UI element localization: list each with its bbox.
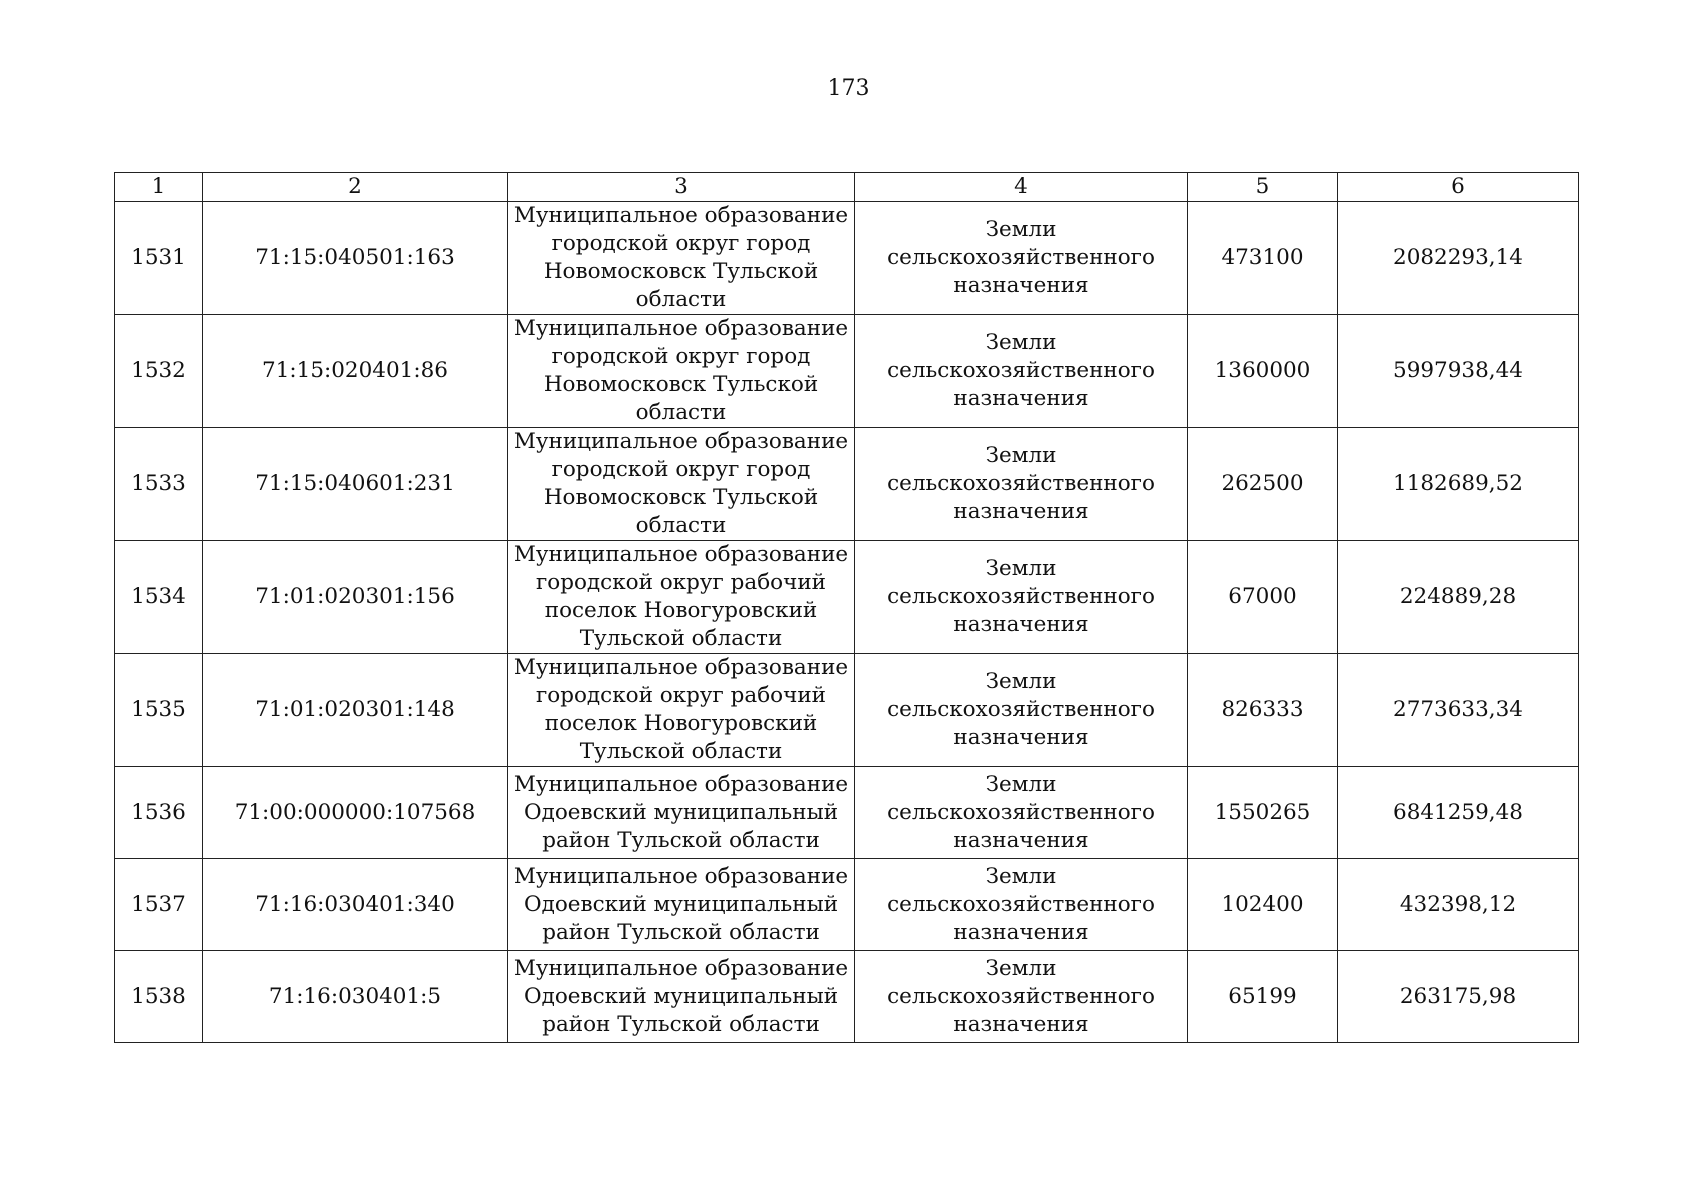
land-category-cell bbox=[855, 654, 1188, 767]
header-col-1: 1 bbox=[115, 173, 203, 202]
cadastral-number-cell: 71:15:020401:86 bbox=[203, 315, 508, 428]
value-cell: 6841259,48 bbox=[1338, 767, 1579, 859]
owner-cell-line: городской округ город bbox=[551, 457, 811, 482]
owner-cell-line: Муниципальное образование bbox=[513, 863, 849, 889]
row-number-cell: 1533 bbox=[115, 428, 203, 541]
land-category-cell bbox=[855, 951, 1188, 1043]
value-cell: 1182689,52 bbox=[1338, 428, 1579, 541]
table-header bbox=[115, 173, 1579, 202]
land-category-cell-line: назначения bbox=[953, 827, 1089, 853]
area-cell: 826333 bbox=[1188, 654, 1338, 767]
owner-cell-line: Новомосковск Тульской bbox=[543, 259, 819, 284]
table-row bbox=[115, 951, 1579, 1043]
land-category-cell-line: назначения bbox=[953, 273, 1089, 298]
land-category-cell-line: Земли bbox=[985, 330, 1057, 355]
owner-cell-line: городской округ город bbox=[551, 231, 811, 256]
land-category-cell bbox=[855, 541, 1188, 654]
table-row bbox=[115, 654, 1579, 767]
page-number: 173 bbox=[827, 76, 870, 101]
table-row bbox=[115, 202, 1579, 315]
land-category-cell-line: назначения bbox=[953, 386, 1089, 411]
land-category-cell-line: сельскохозяйственного bbox=[887, 584, 1155, 609]
header-col-6: 6 bbox=[1338, 173, 1579, 202]
owner-cell-line: области bbox=[635, 513, 727, 538]
value-cell: 5997938,44 bbox=[1338, 315, 1579, 428]
owner-cell-line: области bbox=[635, 400, 727, 425]
owner-cell-line: области bbox=[635, 287, 727, 312]
cadastral-number-cell: 71:01:020301:148 bbox=[203, 654, 508, 767]
area-cell: 65199 bbox=[1188, 951, 1338, 1043]
row-number-cell: 1534 bbox=[115, 541, 203, 654]
land-category-cell-line: сельскохозяйственного bbox=[887, 697, 1155, 722]
value-cell: 2082293,14 bbox=[1338, 202, 1579, 315]
owner-cell bbox=[508, 202, 855, 315]
row-number-cell: 1531 bbox=[115, 202, 203, 315]
owner-cell-line: Муниципальное образование bbox=[513, 542, 849, 567]
land-category-cell-line: сельскохозяйственного bbox=[887, 799, 1155, 825]
owner-cell-line: район Тульской области bbox=[542, 827, 820, 853]
cadastral-number-cell: 71:16:030401:340 bbox=[203, 859, 508, 951]
row-number-cell: 1538 bbox=[115, 951, 203, 1043]
area-cell: 262500 bbox=[1188, 428, 1338, 541]
owner-cell-line: Муниципальное образование bbox=[513, 203, 849, 228]
land-category-cell-line: сельскохозяйственного bbox=[887, 245, 1155, 270]
owner-cell-line: Муниципальное образование bbox=[513, 771, 849, 797]
owner-cell-line: Новомосковск Тульской bbox=[543, 372, 819, 397]
area-cell: 67000 bbox=[1188, 541, 1338, 654]
owner-cell bbox=[508, 654, 855, 767]
row-number-cell: 1536 bbox=[115, 767, 203, 859]
owner-cell bbox=[508, 951, 855, 1043]
land-registry-table bbox=[114, 172, 1579, 1043]
table-row bbox=[115, 541, 1579, 654]
row-number-cell: 1535 bbox=[115, 654, 203, 767]
table-row bbox=[115, 767, 1579, 859]
land-category-cell bbox=[855, 767, 1188, 859]
owner-cell bbox=[508, 428, 855, 541]
land-category-cell-line: Земли bbox=[985, 217, 1057, 242]
area-cell: 473100 bbox=[1188, 202, 1338, 315]
land-category-cell-line: назначения bbox=[953, 725, 1089, 750]
header-col-5: 5 bbox=[1188, 173, 1338, 202]
owner-cell bbox=[508, 541, 855, 654]
table-body bbox=[115, 202, 1579, 1043]
land-category-cell-line: сельскохозяйственного bbox=[887, 358, 1155, 383]
land-category-cell-line: назначения bbox=[953, 612, 1089, 637]
land-category-cell-line: назначения bbox=[953, 499, 1089, 524]
owner-cell-line: Муниципальное образование bbox=[513, 316, 849, 341]
owner-cell-line: район Тульской области bbox=[542, 919, 820, 945]
land-category-cell-line: Земли bbox=[985, 556, 1057, 581]
owner-cell-line: Одоевский муниципальный bbox=[523, 799, 839, 825]
cadastral-number-cell: 71:15:040601:231 bbox=[203, 428, 508, 541]
table-row bbox=[115, 859, 1579, 951]
owner-cell bbox=[508, 315, 855, 428]
header-col-2: 2 bbox=[203, 173, 508, 202]
land-category-cell-line: назначения bbox=[953, 1011, 1089, 1037]
land-category-cell-line: сельскохозяйственного bbox=[887, 471, 1155, 496]
owner-cell bbox=[508, 767, 855, 859]
owner-cell-line: городской округ город bbox=[551, 344, 811, 369]
value-cell: 2773633,34 bbox=[1338, 654, 1579, 767]
owner-cell-line: район Тульской области bbox=[542, 1011, 820, 1037]
land-category-cell-line: сельскохозяйственного bbox=[887, 983, 1155, 1009]
cadastral-number-cell: 71:16:030401:5 bbox=[203, 951, 508, 1043]
owner-cell-line: городской округ рабочий bbox=[536, 683, 826, 708]
owner-cell-line: Тульской области bbox=[579, 739, 783, 764]
land-category-cell bbox=[855, 315, 1188, 428]
area-cell: 102400 bbox=[1188, 859, 1338, 951]
header-col-4: 4 bbox=[855, 173, 1188, 202]
owner-cell-line: Одоевский муниципальный bbox=[523, 891, 839, 917]
land-category-cell-line: сельскохозяйственного bbox=[887, 891, 1155, 917]
owner-cell-line: Новомосковск Тульской bbox=[543, 485, 819, 510]
owner-cell-line: Тульской области bbox=[579, 626, 783, 651]
owner-cell bbox=[508, 859, 855, 951]
land-category-cell-line: Земли bbox=[985, 955, 1057, 981]
cadastral-number-cell: 71:01:020301:156 bbox=[203, 541, 508, 654]
value-cell: 263175,98 bbox=[1338, 951, 1579, 1043]
owner-cell-line: поселок Новогуровский bbox=[544, 598, 818, 623]
table-row bbox=[115, 315, 1579, 428]
area-cell: 1550265 bbox=[1188, 767, 1338, 859]
owner-cell-line: Одоевский муниципальный bbox=[523, 983, 839, 1009]
owner-cell-line: Муниципальное образование bbox=[513, 955, 849, 981]
area-cell: 1360000 bbox=[1188, 315, 1338, 428]
header-col-3: 3 bbox=[508, 173, 855, 202]
land-category-cell-line: назначения bbox=[953, 919, 1089, 945]
land-category-cell-line: Земли bbox=[985, 863, 1057, 889]
land-category-cell bbox=[855, 202, 1188, 315]
value-cell: 224889,28 bbox=[1338, 541, 1579, 654]
cadastral-number-cell: 71:15:040501:163 bbox=[203, 202, 508, 315]
land-category-cell-line: Земли bbox=[985, 669, 1057, 694]
land-category-cell-line: Земли bbox=[985, 443, 1057, 468]
land-category-cell-line: Земли bbox=[985, 771, 1057, 797]
owner-cell-line: поселок Новогуровский bbox=[544, 711, 818, 736]
value-cell: 432398,12 bbox=[1338, 859, 1579, 951]
land-category-cell bbox=[855, 859, 1188, 951]
table-row bbox=[115, 428, 1579, 541]
header-row bbox=[115, 173, 1579, 202]
row-number-cell: 1537 bbox=[115, 859, 203, 951]
owner-cell-line: Муниципальное образование bbox=[513, 655, 849, 680]
land-category-cell bbox=[855, 428, 1188, 541]
owner-cell-line: городской округ рабочий bbox=[536, 570, 826, 595]
row-number-cell: 1532 bbox=[115, 315, 203, 428]
cadastral-number-cell: 71:00:000000:107568 bbox=[203, 767, 508, 859]
owner-cell-line: Муниципальное образование bbox=[513, 429, 849, 454]
